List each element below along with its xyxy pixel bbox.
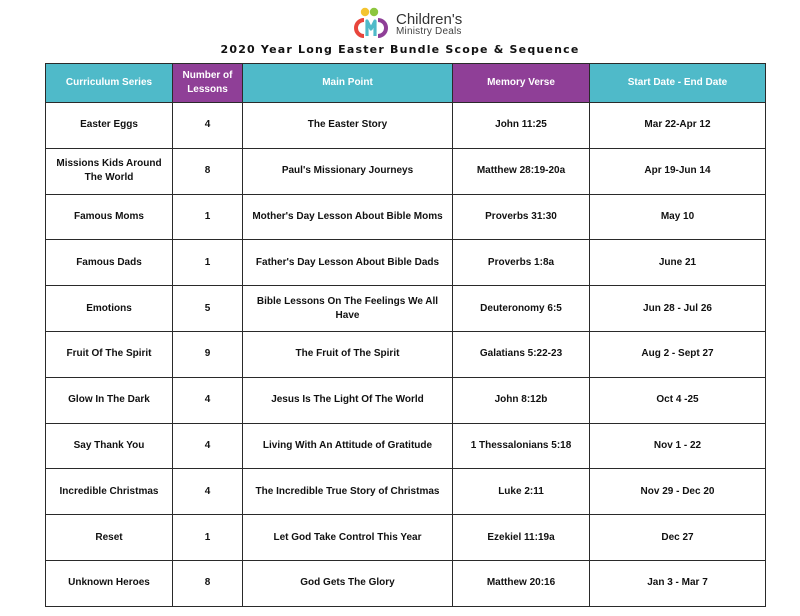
cell-lessons: 4 [173,469,243,515]
table-row [46,515,766,561]
header-number-of-lessons: Number of Lessons [173,64,243,103]
cell-lessons: 9 [173,331,243,377]
cell-dates: Apr 19-Jun 14 [590,148,766,194]
cell-dates: Oct 4 -25 [590,377,766,423]
cell-verse: Galatians 5:22-23 [453,331,590,377]
cell-verse: Luke 2:11 [453,469,590,515]
cell-main-point: God Gets The Glory [243,560,453,606]
table-row [46,423,766,469]
cell-lessons: 4 [173,423,243,469]
cell-series: Emotions [46,286,173,332]
cell-series: Incredible Christmas [46,469,173,515]
cell-verse: Matthew 20:16 [453,560,590,606]
brand-name [396,11,463,38]
header-curriculum-series: Curriculum Series [46,64,173,103]
table-row [46,103,766,149]
cell-lessons: 8 [173,148,243,194]
cell-lessons: 1 [173,240,243,286]
scope-sequence-table [45,63,766,607]
cell-main-point: Mother's Day Lesson About Bible Moms [243,194,453,240]
cell-series: Missions Kids Around The World [46,148,173,194]
header-memory-verse: Memory Verse [453,64,590,103]
table-row [46,560,766,606]
cell-main-point: The Easter Story [243,103,453,149]
header-dates: Start Date - End Date [590,64,766,103]
cell-lessons: 4 [173,103,243,149]
cell-lessons: 1 [173,194,243,240]
cell-verse: Matthew 28:19-20a [453,148,590,194]
cell-main-point: Bible Lessons On The Feelings We All Have [243,286,453,332]
document-title: 2020 Year Long Easter Bundle Scope & Sequence [220,43,580,56]
cell-series: Famous Moms [46,194,173,240]
table-row [46,331,766,377]
cell-verse: 1 Thessalonians 5:18 [453,423,590,469]
cell-lessons: 1 [173,515,243,561]
cell-dates: Nov 1 - 22 [590,423,766,469]
cell-main-point: Father's Day Lesson About Bible Dads [243,240,453,286]
cell-lessons: 8 [173,560,243,606]
table-header-row [46,64,766,103]
cell-dates: Dec 27 [590,515,766,561]
cell-main-point: Living With An Attitude of Gratitude [243,423,453,469]
cell-verse: Deuteronomy 6:5 [453,286,590,332]
cell-series: Say Thank You [46,423,173,469]
cell-dates: Mar 22-Apr 12 [590,103,766,149]
table-row [46,469,766,515]
cell-verse: Ezekiel 11:19a [453,515,590,561]
cell-lessons: 4 [173,377,243,423]
cell-verse: John 8:12b [453,377,590,423]
cell-series: Glow In The Dark [46,377,173,423]
cell-verse: Proverbs 31:30 [453,194,590,240]
table-row [46,194,766,240]
cell-verse: John 11:25 [453,103,590,149]
cell-series: Reset [46,515,173,561]
table-row [46,286,766,332]
brand-name-line2: Ministry Deals [396,26,462,37]
cell-main-point: Jesus Is The Light Of The World [243,377,453,423]
cell-verse: Proverbs 1:8a [453,240,590,286]
cell-series: Famous Dads [46,240,173,286]
cell-dates: June 21 [590,240,766,286]
cell-dates: Nov 29 - Dec 20 [590,469,766,515]
cell-main-point: Let God Take Control This Year [243,515,453,561]
brand-name-line1: Children's [396,11,463,28]
cell-main-point: Paul's Missionary Journeys [243,148,453,194]
cell-dates: Jan 3 - Mar 7 [590,560,766,606]
cell-series: Unknown Heroes [46,560,173,606]
header-main-point: Main Point [243,64,453,103]
cell-main-point: The Incredible True Story of Christmas [243,469,453,515]
cell-lessons: 5 [173,286,243,332]
table-row [46,377,766,423]
brand-logo [350,6,470,42]
cell-dates: Jun 28 - Jul 26 [590,286,766,332]
cell-dates: Aug 2 - Sept 27 [590,331,766,377]
cell-series: Fruit Of The Spirit [46,331,173,377]
table-row [46,148,766,194]
cell-main-point: The Fruit of The Spirit [243,331,453,377]
cmd-logo-icon [350,6,392,42]
table-row [46,240,766,286]
cell-series: Easter Eggs [46,103,173,149]
cell-dates: May 10 [590,194,766,240]
